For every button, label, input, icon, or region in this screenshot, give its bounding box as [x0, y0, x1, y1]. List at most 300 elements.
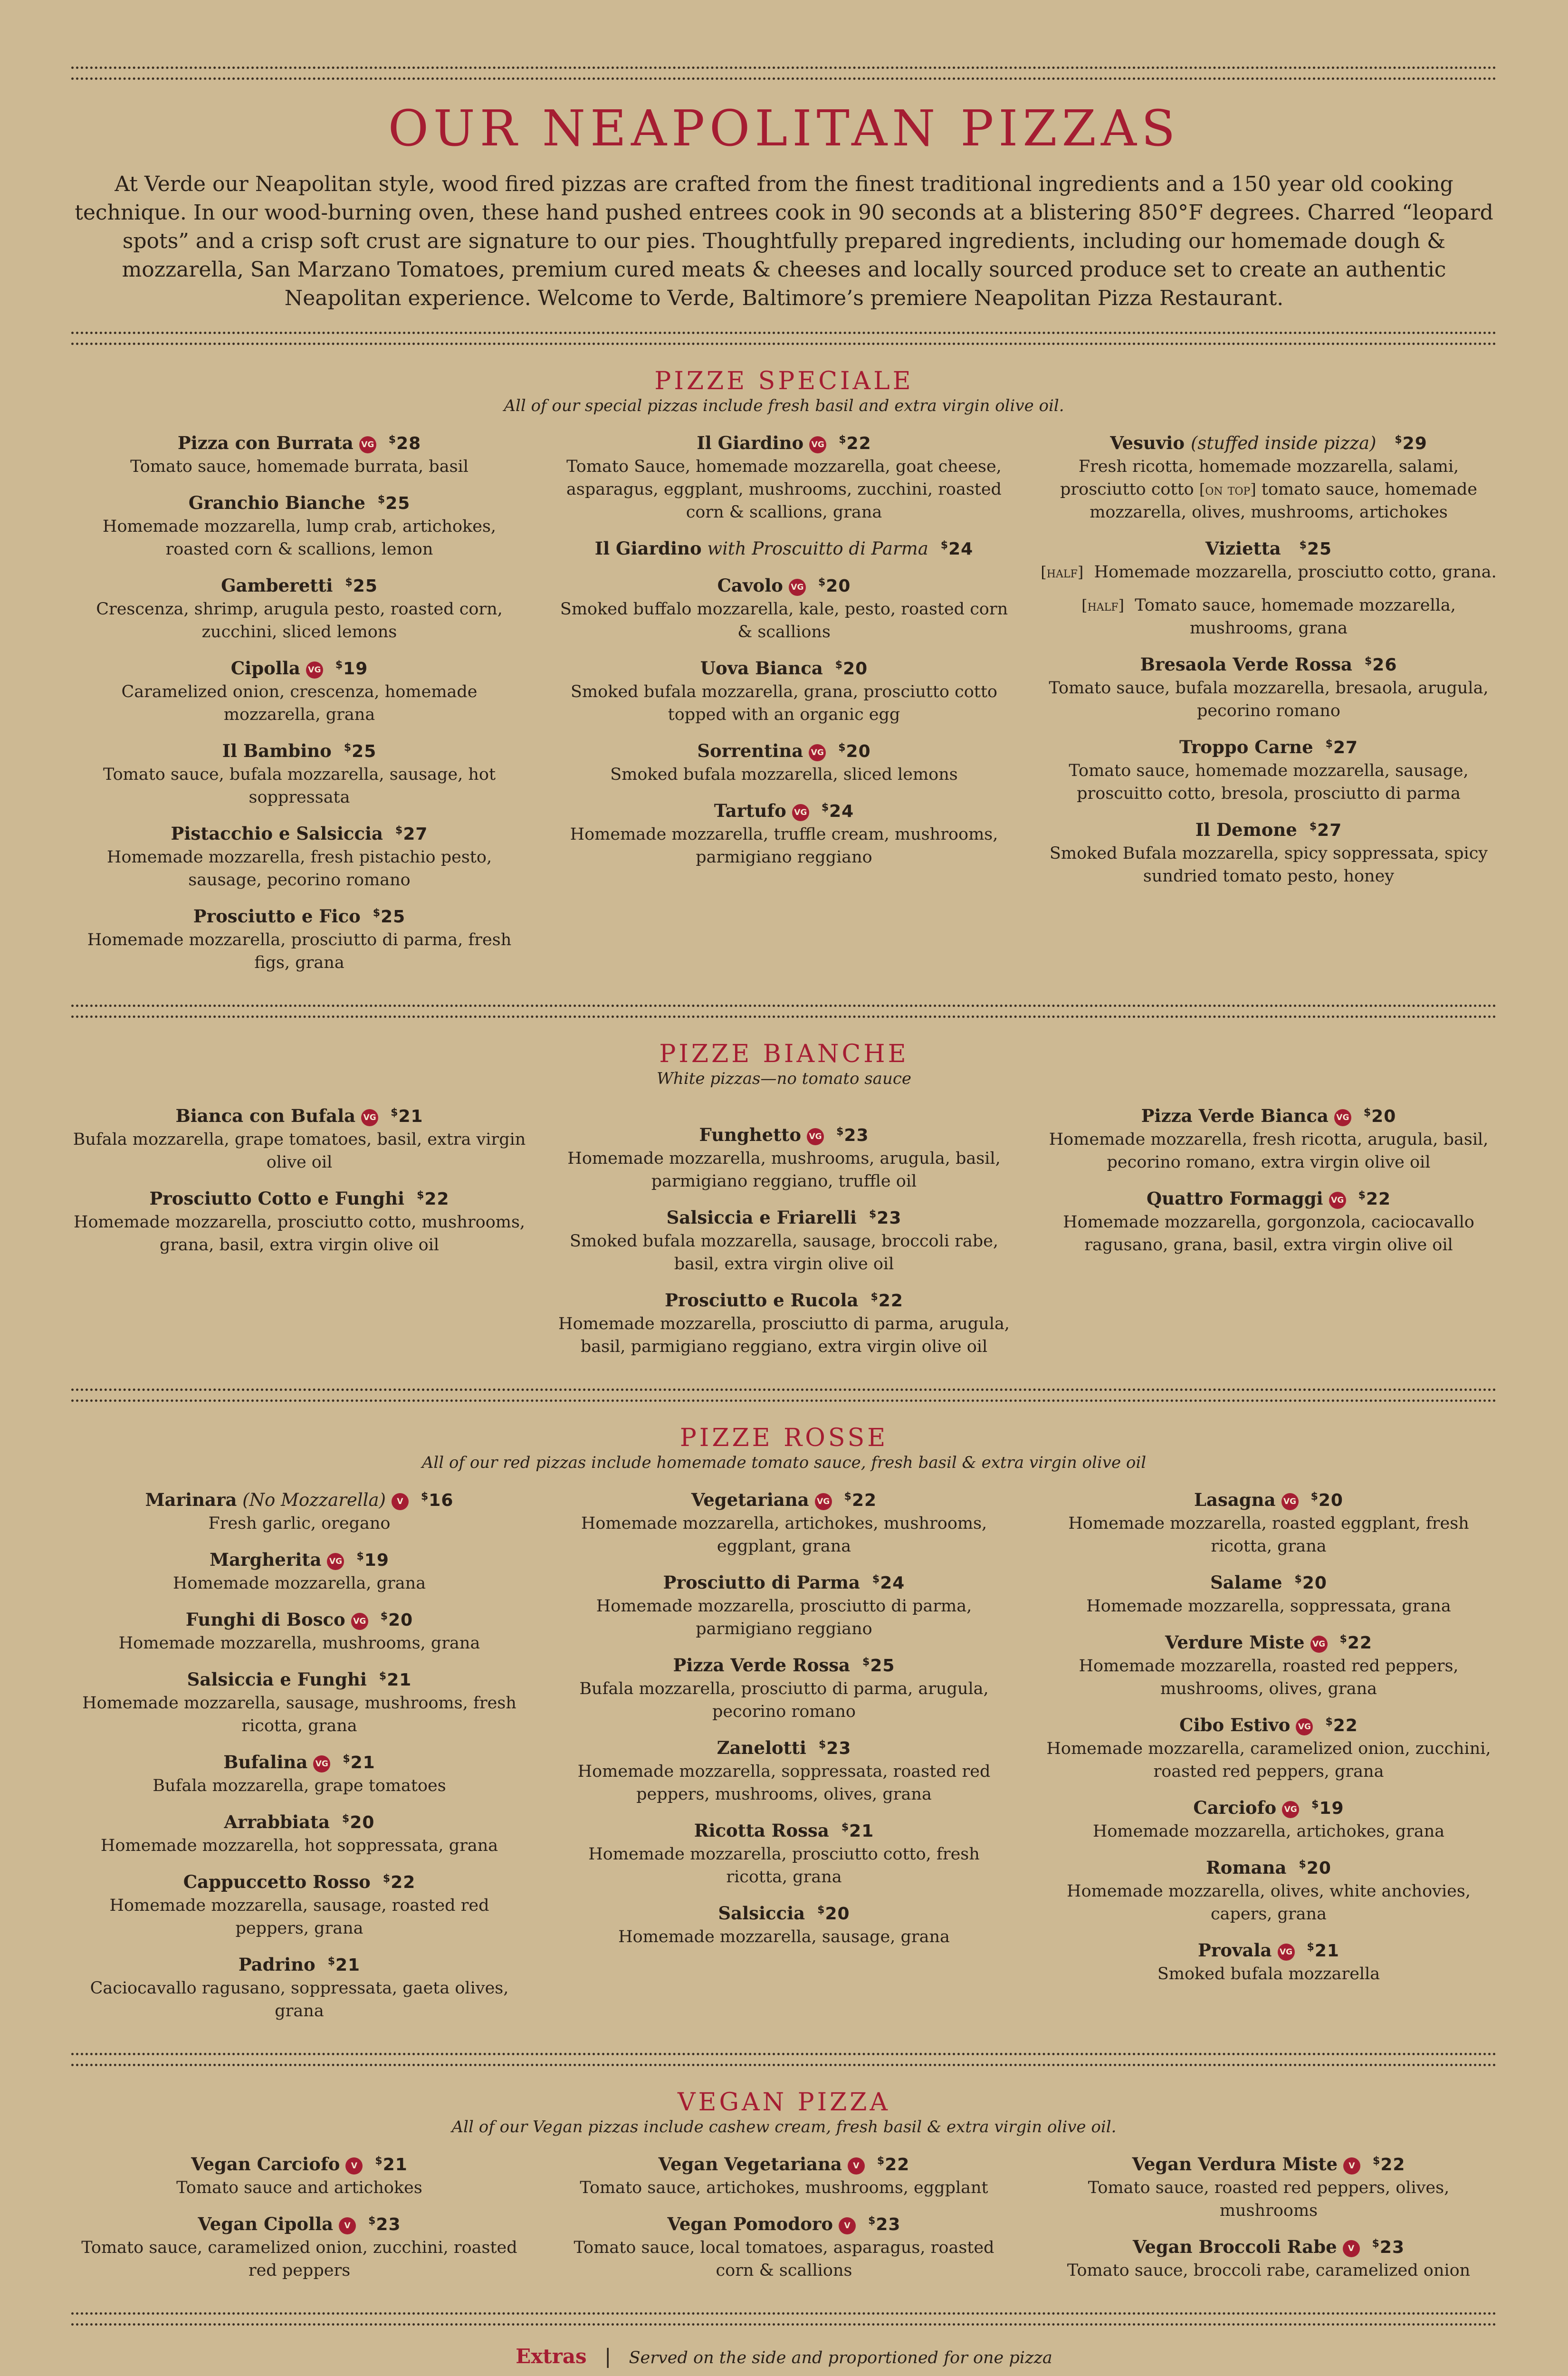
currency-symbol: $: [1299, 539, 1307, 551]
item-price: [345, 576, 377, 596]
menu-column: [1041, 429, 1497, 985]
item-name-line: [1041, 1485, 1497, 1512]
item-name: Lasagna: [1194, 1489, 1276, 1510]
item-description: Homemade mozzarella, soppressata, grana: [1086, 1597, 1451, 1616]
item-price: [1311, 1799, 1344, 1818]
currency-symbol: $: [870, 1291, 879, 1303]
item-description: Homemade mozzarella, sausage, mushrooms, fresh ricotta, grana: [82, 1694, 516, 1735]
price-value: 20: [826, 576, 851, 596]
item-name-line: [1041, 733, 1497, 759]
item-price: [1373, 2155, 1405, 2175]
item-price: [1295, 1573, 1327, 1593]
item-price: [373, 907, 405, 927]
item-description: Tomato sauce, homemade mozzarella, sausage, proscuitto cotto, bresola, prosciutto di parma: [1069, 761, 1469, 803]
item-price: [839, 434, 871, 453]
item-name-line: [71, 1665, 527, 1692]
menu-item: [1041, 1853, 1497, 1926]
price-value: 22: [1380, 2155, 1405, 2175]
currency-symbol: $: [872, 1573, 880, 1585]
item-price: [872, 1573, 905, 1593]
currency-symbol: $: [356, 1551, 364, 1562]
vegetarian-badge-icon: VG: [1278, 1944, 1295, 1961]
item-name: Il Bambino: [222, 740, 332, 761]
item-name-line: [556, 1568, 1012, 1595]
currency-symbol: $: [342, 1813, 350, 1825]
item-name: Prosciutto di Parma: [663, 1572, 860, 1593]
item-price: [344, 742, 376, 761]
currency-symbol: $: [1372, 2238, 1380, 2250]
item-price: [421, 1491, 453, 1510]
currency-symbol: $: [417, 1189, 425, 1201]
menu-column: [71, 1485, 527, 2033]
item-price: [835, 659, 868, 679]
menu-item: [71, 1485, 527, 1535]
menu-item: [71, 1545, 527, 1595]
item-note: with Proscuitto di Parma: [701, 538, 928, 559]
item-description: [1041, 594, 1497, 640]
item-name-line: [71, 1184, 527, 1211]
menu-item: [556, 1121, 1012, 1193]
item-description: Tomato sauce, bufala mozzarella, sausage, hot soppressata: [103, 765, 496, 807]
item-description: Homemade mozzarella, prosciutto cotto, mushrooms, grana, basil, extra virgin olive oil: [73, 1213, 526, 1255]
item-name: Vegan Pomodoro: [667, 2213, 833, 2234]
item-name-line: [1041, 1936, 1497, 1963]
menu-item: [71, 2210, 527, 2282]
vegetarian-badge-icon: VG: [809, 436, 826, 453]
menu-item: [71, 1808, 527, 1857]
price-value: 25: [1307, 539, 1332, 559]
item-name-line: [1041, 1628, 1497, 1655]
price-value: 20: [1306, 1859, 1331, 1878]
item-description: Caciocavallo ragusano, soppressata, gaeta olives, grana: [90, 1979, 509, 2021]
vegetarian-badge-icon: VG: [789, 579, 806, 596]
item-name: Vesuvio: [1110, 432, 1185, 453]
price-value: 25: [385, 494, 411, 513]
menu-column: [556, 429, 1012, 985]
menu-column: [556, 1485, 1012, 2033]
item-name-line: [1041, 1711, 1497, 1737]
item-description: Homemade mozzarella, prosciutto di parma, parmigiano reggiano: [596, 1597, 972, 1638]
section-title: PIZZE ROSSE: [679, 1424, 889, 1452]
item-description: Homemade mozzarella, roasted red peppers, mushrooms, olives, grana: [1079, 1657, 1459, 1698]
item-name: Vegan Cipolla: [198, 2213, 334, 2234]
item-description: Homemade mozzarella, prosciutto di parma, fresh figs, grana: [87, 930, 512, 972]
price-value: 22: [878, 1291, 903, 1311]
divider: [71, 67, 1497, 80]
price-value: 22: [1347, 1633, 1372, 1653]
item-name: Pizza Verde Bianca: [1141, 1105, 1329, 1126]
section-title: VEGAN PIZZA: [678, 2088, 890, 2117]
section-vegan-pizza: [71, 2090, 1497, 2326]
price-value: 25: [353, 576, 378, 596]
price-value: 19: [1319, 1799, 1344, 1818]
item-price: [328, 1955, 360, 1975]
item-name-line: [556, 1734, 1012, 1760]
item-name: Il Giardino: [594, 538, 702, 559]
section-pizze-rosse: [71, 1426, 1497, 2066]
currency-symbol: $: [1363, 1107, 1372, 1119]
menu-item: [1041, 534, 1497, 640]
item-description: Homemade mozzarella, soppressata, roasted red peppers, mushrooms, olives, grana: [577, 1762, 991, 1804]
item-name: Gamberetti: [221, 575, 333, 596]
item-description: Homemade mozzarella, artichokes, grana: [1092, 1822, 1445, 1841]
item-description-part: Fresh ricotta, homemade mozzarella, salami, prosciutto cotto: [1060, 457, 1459, 499]
price-value: 20: [846, 742, 871, 761]
vegan-badge-icon: V: [1343, 2240, 1360, 2257]
menu-item: [1041, 815, 1497, 888]
currency-symbol: $: [1339, 1633, 1348, 1645]
item-name: Arrabbiata: [224, 1811, 330, 1832]
item-name: Salsiccia e Funghi: [187, 1669, 367, 1690]
menu-item: [556, 2150, 1012, 2199]
item-price: [1326, 738, 1358, 757]
item-name-line: [556, 429, 1012, 455]
section-pizze-bianche: [71, 1042, 1497, 1402]
price-value: 20: [1318, 1491, 1343, 1510]
item-name-line: [1041, 815, 1497, 842]
currency-symbol: $: [368, 2215, 376, 2227]
currency-symbol: $: [377, 494, 386, 506]
item-description: Tomato sauce, local tomatoes, asparagus, roasted corn & scallions: [574, 2238, 994, 2280]
item-name-line: [556, 796, 1012, 823]
item-name: Ricotta Rossa: [694, 1820, 829, 1841]
item-description: Homemade mozzarella, mushrooms, arugula, basil, parmigiano reggiano, truffle oil: [567, 1149, 1001, 1191]
menu-item: [556, 429, 1012, 524]
item-name: Sorrentina: [697, 740, 803, 761]
item-name-line: [71, 1605, 527, 1632]
vegetarian-badge-icon: VG: [313, 1755, 330, 1772]
item-name-line: [71, 2210, 527, 2236]
vegetarian-badge-icon: VG: [815, 1493, 832, 1510]
item-description: Caramelized onion, crescenza, homemade mozzarella, grana: [121, 682, 478, 724]
item-name-line: [556, 2210, 1012, 2236]
currency-symbol: $: [868, 2215, 876, 2227]
item-name-line: [1041, 2232, 1497, 2259]
item-description: Tomato sauce, bufala mozzarella, bresaola, arugula, pecorino romano: [1049, 679, 1489, 720]
currency-symbol: $: [1309, 821, 1318, 833]
currency-symbol: $: [335, 659, 344, 671]
item-description: Tomato sauce, broccoli rabe, caramelized onion: [1067, 2261, 1471, 2280]
item-description: Homemade mozzarella, gorgonzola, caciocavallo ragusano, grana, basil, extra virgin olive oil: [1063, 1213, 1474, 1255]
item-price: [379, 1670, 411, 1690]
item-price: [818, 576, 851, 596]
item-price: [342, 1813, 374, 1832]
price-value: 22: [391, 1873, 416, 1892]
item-name: Vizietta: [1205, 538, 1281, 559]
item-description: Smoked Bufala mozzarella, spicy soppressata, spicy sundried tomato pesto, honey: [1049, 844, 1488, 886]
item-description: Smoked buffalo mozzarella, kale, pesto, roasted corn & scallions: [560, 600, 1008, 642]
item-price: [391, 1107, 423, 1126]
price-value: 22: [851, 1491, 877, 1510]
item-description-part: tomato sauce, homemade mozzarella, olives, mushrooms, artichokes: [1090, 480, 1477, 522]
item-price: [817, 1904, 850, 1924]
menu-item: [556, 737, 1012, 786]
item-price: [395, 824, 428, 844]
item-name-line: [1041, 1568, 1497, 1595]
item-name: Troppo Carne: [1179, 737, 1313, 757]
price-value: 23: [876, 2215, 901, 2234]
price-value: 21: [1314, 1941, 1339, 1961]
item-name-line: [1041, 1793, 1497, 1820]
vegan-badge-icon: V: [345, 2157, 363, 2175]
price-value: 19: [364, 1551, 389, 1570]
item-price: [844, 1491, 877, 1510]
item-description: Homemade mozzarella, lump crab, artichokes, roasted corn & scallions, lemon: [102, 517, 497, 559]
item-price: [389, 434, 421, 453]
currency-symbol: $: [1325, 1716, 1333, 1728]
menu-item: [1041, 1711, 1497, 1783]
item-name: Marinara: [145, 1489, 237, 1510]
price-value: 23: [1379, 2238, 1405, 2257]
item-name-line: [556, 534, 1012, 561]
item-price: [1300, 539, 1332, 559]
menu-page: [71, 67, 1497, 2366]
menu-item: [1041, 2150, 1497, 2222]
vegetarian-badge-icon: VG: [1281, 1493, 1299, 1510]
item-name-line: [1041, 1184, 1497, 1211]
currency-symbol: $: [421, 1491, 429, 1503]
currency-symbol: $: [862, 1656, 870, 1668]
item-price: [335, 659, 368, 679]
section-pizze-speciale: [71, 369, 1497, 1018]
item-name-line: [71, 1808, 527, 1834]
section-extras: [71, 2345, 1497, 2376]
currency-symbol: $: [380, 1610, 389, 1622]
menu-item: [1041, 1485, 1497, 1558]
item-price: [383, 1873, 415, 1892]
item-name-line: [71, 1748, 527, 1774]
item-price: [375, 2155, 407, 2175]
menu-item: [71, 1868, 527, 1940]
menu-column: [1041, 1102, 1497, 1369]
divider: [71, 332, 1497, 345]
currency-symbol: $: [375, 2155, 383, 2167]
menu-column: [1041, 1485, 1497, 2033]
item-name-line: [1041, 650, 1497, 677]
vegetarian-badge-icon: VG: [1282, 1801, 1299, 1818]
item-description: Homemade mozzarella, artichokes, mushrooms, eggplant, grana: [581, 1514, 987, 1556]
currency-symbol: $: [343, 1753, 351, 1765]
item-name: Il Giardino: [697, 432, 804, 453]
vegetarian-badge-icon: VG: [361, 1109, 378, 1126]
item-price: [868, 2215, 900, 2234]
menu-item: [1041, 1628, 1497, 1700]
price-value: 22: [1366, 1189, 1391, 1209]
item-name: Zanelotti: [717, 1737, 806, 1758]
menu-item: [71, 1950, 527, 2022]
item-price: [877, 2155, 909, 2175]
item-name: Pistacchio e Salsiccia: [171, 823, 383, 844]
item-price: [343, 1753, 375, 1772]
item-price: [869, 1208, 901, 1228]
menu-item: [556, 1568, 1012, 1640]
menu-item: [71, 489, 527, 561]
item-name-line: [71, 1102, 527, 1128]
item-price: [941, 539, 973, 559]
item-name-line: [556, 1485, 1012, 1512]
item-name-line: [556, 1286, 1012, 1313]
extras-separator: |: [604, 2345, 612, 2368]
menu-item: [556, 571, 1012, 643]
item-description: Homemade mozzarella, roasted eggplant, fresh ricotta, grana: [1068, 1514, 1469, 1556]
currency-symbol: $: [373, 907, 381, 919]
item-name: Bianca con Bufala: [175, 1105, 356, 1126]
price-value: 21: [350, 1753, 375, 1772]
section-subtitle: All of our special pizzas include fresh basil and extra virgin olive oil.: [504, 396, 1064, 415]
item-name-line: [556, 571, 1012, 598]
price-value: 20: [388, 1610, 413, 1630]
item-name-line: [71, 571, 527, 598]
menu-column: [1041, 2150, 1497, 2292]
divider: [71, 2053, 1497, 2066]
vegetarian-badge-icon: VG: [807, 1128, 824, 1145]
menu-item: [556, 1485, 1012, 1558]
item-name-line: [556, 1121, 1012, 1147]
item-price: [1307, 1941, 1339, 1961]
price-value: 21: [382, 2155, 408, 2175]
item-name-line: [556, 1899, 1012, 1926]
price-value: 20: [350, 1813, 375, 1832]
menu-item: [71, 902, 527, 974]
item-description: Tomato Sauce, homemade mozzarella, goat cheese, asparagus, eggplant, mushrooms, zucchini, roasted corn & scallions, grana: [566, 457, 1002, 522]
item-name-line: [71, 489, 527, 515]
item-name: Pizza Verde Rossa: [673, 1655, 851, 1676]
vegetarian-badge-icon: VG: [1329, 1192, 1346, 1209]
item-name: Bresaola Verde Rossa: [1140, 654, 1352, 675]
item-price: [356, 1551, 389, 1570]
divider: [71, 1005, 1497, 1018]
menu-item: [1041, 1184, 1497, 1256]
currency-symbol: $: [869, 1208, 877, 1220]
price-value: 24: [829, 802, 854, 821]
half-tag: [half]: [1041, 563, 1084, 581]
vegetarian-badge-icon: VG: [809, 744, 826, 761]
item-name: Tartufo: [714, 800, 786, 821]
half-tag: [half]: [1081, 596, 1125, 614]
item-description: Homemade mozzarella, grana: [172, 1574, 426, 1593]
item-name: Granchio Bianche: [188, 492, 365, 513]
item-note: (stuffed inside pizza): [1190, 433, 1377, 453]
item-name-line: [1041, 1102, 1497, 1128]
item-description: Smoked bufala mozzarella, sliced lemons: [610, 765, 958, 784]
item-price: [1395, 434, 1427, 453]
menu-item: [556, 1816, 1012, 1888]
item-price: [838, 742, 870, 761]
half-description: Homemade mozzarella, prosciutto cotto, grana.: [1094, 563, 1497, 582]
item-price: [1299, 1859, 1331, 1878]
currency-symbol: $: [817, 1904, 825, 1916]
currency-symbol: $: [1307, 1941, 1315, 1953]
price-value: 25: [870, 1656, 895, 1676]
item-price: [1372, 2238, 1405, 2257]
menu-item: [71, 1748, 527, 1797]
price-value: 21: [398, 1107, 423, 1126]
currency-symbol: $: [877, 2155, 885, 2167]
section-title: PIZZE SPECIALE: [654, 367, 914, 395]
currency-symbol: $: [841, 1821, 850, 1833]
item-price: [417, 1189, 449, 1209]
price-value: 23: [376, 2215, 401, 2234]
menu-item: [556, 1651, 1012, 1723]
price-value: 25: [381, 907, 406, 927]
currency-symbol: $: [836, 1126, 844, 1138]
menu-item: [556, 1286, 1012, 1358]
price-value: 23: [844, 1126, 869, 1145]
currency-symbol: $: [1395, 434, 1403, 446]
menu-item: [1041, 1568, 1497, 1618]
menu-item: [556, 534, 1012, 561]
item-description: Homemade mozzarella, hot soppressata, grana: [100, 1836, 498, 1855]
price-value: 20: [843, 659, 868, 679]
item-name: Romana: [1206, 1857, 1287, 1878]
item-description: Homemade mozzarella, mushrooms, grana: [118, 1634, 480, 1653]
menu-item: [1041, 733, 1497, 805]
item-name: Salsiccia: [718, 1903, 805, 1924]
item-name: Carciofo: [1193, 1797, 1277, 1818]
menu-item: [1041, 429, 1497, 524]
currency-symbol: $: [1325, 738, 1333, 750]
currency-symbol: $: [1358, 1189, 1366, 1201]
currency-symbol: $: [391, 1107, 399, 1119]
item-description: Homemade mozzarella, sausage, grana: [618, 1927, 950, 1946]
currency-symbol: $: [344, 742, 352, 754]
item-name: Cipolla: [230, 658, 300, 679]
item-name-line: [71, 1950, 527, 1977]
menu-item: [556, 1203, 1012, 1275]
item-price: [1358, 1189, 1391, 1209]
price-value: 27: [403, 824, 428, 844]
item-description: Homemade mozzarella, fresh pistachio pesto, sausage, pecorino romano: [106, 848, 492, 890]
item-price: [1340, 1633, 1372, 1653]
price-value: 24: [948, 539, 974, 559]
item-name: Funghetto: [699, 1124, 802, 1145]
item-name: Vegan Verdura Miste: [1132, 2154, 1338, 2175]
item-name-line: [71, 1545, 527, 1572]
item-description: Tomato sauce, artichokes, mushrooms, eggplant: [580, 2178, 988, 2197]
item-price: [378, 494, 410, 513]
currency-symbol: $: [1311, 1799, 1319, 1811]
section-title: PIZZE BIANCHE: [659, 1040, 909, 1068]
price-value: 19: [343, 659, 368, 679]
item-name-line: [71, 429, 527, 455]
price-value: 22: [846, 434, 871, 453]
section-subtitle: All of our Vegan pizzas include cashew cream, fresh basil & extra virgin olive oil.: [451, 2117, 1117, 2136]
item-name: Salame: [1210, 1572, 1282, 1593]
currency-symbol: $: [1299, 1859, 1307, 1870]
item-name: Quattro Formaggi: [1146, 1188, 1323, 1209]
price-value: 27: [1317, 821, 1342, 840]
item-name: Vegan Vegetariana: [658, 2154, 842, 2175]
item-name: Vegan Broccoli Rabe: [1132, 2236, 1337, 2257]
currency-symbol: $: [818, 576, 826, 588]
item-price: [1310, 821, 1342, 840]
item-description: Smoked bufala mozzarella: [1157, 1964, 1380, 1983]
currency-symbol: $: [382, 1873, 391, 1885]
item-name-line: [556, 1816, 1012, 1843]
item-name-line: [71, 902, 527, 929]
price-value: 20: [1302, 1573, 1327, 1593]
half-description: Tomato sauce, homemade mozzarella, mushrooms, grana: [1135, 596, 1456, 638]
item-name: Bufalina: [223, 1752, 308, 1772]
item-description: Tomato sauce, roasted red peppers, olives, mushrooms: [1088, 2178, 1450, 2220]
vegetarian-badge-icon: VG: [1334, 1109, 1351, 1126]
item-name: Pizza con Burrata: [177, 432, 354, 453]
price-value: 16: [429, 1491, 454, 1510]
item-description: Homemade mozzarella, sausage, roasted red peppers, grana: [109, 1896, 489, 1938]
vegetarian-badge-icon: VG: [792, 804, 809, 821]
item-name: Prosciutto e Rucola: [665, 1290, 859, 1311]
intro-paragraph: At Verde our Neapolitan style, wood fired pizzas are crafted from the finest traditional ingredients and a 150 year old cooking technique. In our wood-burning oven, these hand pushed entrees cook in 90 seconds at a blistering 850°F degrees. Charred “leopard spots” and a crisp soft crust are signature to our pies. Thoughtfully prepared ingredients, including our homemade dough & mozzarella, San Marzano Tomatoes, premium cured meats & cheeses and locally sourced produce set to create an authentic Neapolitan experience. Welcome to Verde, Baltimore’s premiere Neapolitan Pizza Restaurant.: [75, 172, 1493, 310]
